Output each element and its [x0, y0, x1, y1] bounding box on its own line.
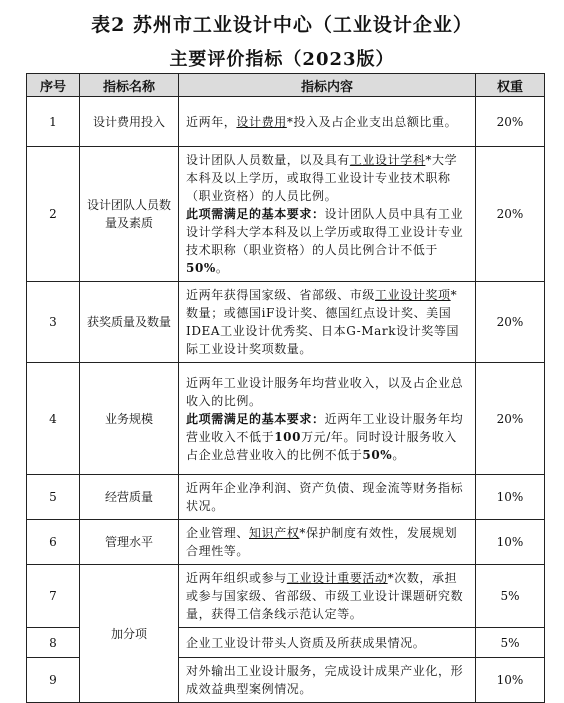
content-text: *保护制度有效性，发展规划合理性等。	[186, 526, 458, 558]
indicator-content	[179, 282, 476, 363]
requirement-value: 50%	[186, 261, 216, 275]
content-text: *次数，承担或参与国家级、省部级、市级工业设计课题研究数量，获得工信条线示范认定等。	[186, 571, 464, 621]
table-row	[27, 97, 545, 147]
requirement-text: 近两年工业设计服务年均营业收入不低于	[186, 411, 464, 444]
row-no: 6	[27, 520, 80, 565]
row-no: 9	[27, 658, 80, 703]
row-no: 8	[27, 628, 80, 658]
requirement-text: 万元/年。同时设计服务收入占企业总营业收入的比例不低于	[186, 429, 457, 462]
indicator-content: 企业工业设计带头人资质及所获成果情况。	[179, 628, 476, 658]
indicator-name: 设计团队人员数量及素质	[80, 147, 179, 282]
table-subtitle: 主要评价指标（2023版）	[169, 49, 395, 70]
requirement-label: 此项需满足的基本要求：	[186, 207, 325, 221]
content-text: 近两年工业设计服务年均营业收入，以及占企业总收入的比例。	[186, 375, 464, 408]
underlined-term: 设计费用	[236, 114, 287, 129]
underlined-term: 工业设计重要活动	[286, 571, 388, 585]
weight: 5%	[476, 565, 545, 628]
indicator-content	[179, 565, 476, 628]
header-no: 序号	[27, 74, 80, 97]
table-title: 表2 苏州市工业设计中心（工业设计企业）	[91, 14, 473, 36]
underlined-term: 工业设计学科	[349, 153, 426, 167]
indicator-content	[179, 520, 476, 565]
header-weight: 权重	[476, 74, 545, 97]
table-row	[27, 520, 545, 565]
row-no: 4	[27, 363, 80, 475]
weight: 5%	[476, 628, 545, 658]
content-text: *投入及占企业支出总额比重。	[286, 114, 458, 129]
table-row	[27, 565, 545, 628]
content-text: 企业管理、	[186, 526, 250, 540]
indicator-name: 加分项	[80, 565, 179, 703]
row-no: 1	[27, 97, 80, 147]
header-name: 指标名称	[80, 74, 179, 97]
indicator-content: 对外输出工业设计服务，完成设计成果产业化，形成效益典型案例情况。	[179, 658, 476, 703]
header-content: 指标内容	[179, 74, 476, 97]
table-row	[27, 363, 545, 475]
indicator-content	[179, 97, 476, 147]
weight: 20%	[476, 282, 545, 363]
content-text: *数量；或德国iF设计奖、德国红点设计奖、美国IDEA工业设计优秀奖、日本G-Mark设计奖等国际工业设计奖项数量。	[186, 288, 460, 356]
underlined-term: 工业设计奖项	[375, 288, 451, 302]
table-row	[27, 147, 545, 282]
indicator-name: 管理水平	[80, 520, 179, 565]
indicator-name: 业务规模	[80, 363, 179, 475]
weight: 10%	[476, 658, 545, 703]
indicator-content	[179, 363, 476, 475]
content-text: *大学本科及以上学历，或取得工业设计专业技术职称（职业资格）的人员比例。	[186, 153, 458, 203]
weight: 10%	[476, 520, 545, 565]
indicator-name: 经营质量	[80, 475, 179, 520]
indicator-content	[179, 147, 476, 282]
underlined-term: 知识产权	[249, 526, 300, 540]
table-row	[27, 282, 545, 363]
indicator-content: 近两年企业净利润、资产负债、现金流等财务指标状况。	[179, 475, 476, 520]
indicator-name: 获奖质量及数量	[80, 282, 179, 363]
evaluation-table	[26, 73, 545, 703]
content-text: 近两年组织或参与	[186, 571, 287, 585]
content-text: 近两年，	[186, 114, 237, 129]
weight: 20%	[476, 147, 545, 282]
indicator-name: 设计费用投入	[80, 97, 179, 147]
content-text: 近两年获得国家级、省部级、市级	[186, 288, 376, 302]
weight: 20%	[476, 97, 545, 147]
row-no: 7	[27, 565, 80, 628]
requirement-value: 100	[274, 429, 302, 444]
requirement-text: 设计团队人员中具有工业设计学科大学本科及以上学历或取得工业设计专业技术职称（职业资格）的人员比例合计不低于	[186, 207, 464, 257]
weight: 20%	[476, 363, 545, 475]
row-no: 3	[27, 282, 80, 363]
weight: 10%	[476, 475, 545, 520]
content-text: 设计团队人员数量，以及具有	[186, 153, 350, 167]
table-header-row	[27, 74, 545, 97]
row-no: 2	[27, 147, 80, 282]
row-no: 5	[27, 475, 80, 520]
requirement-end: 。	[392, 447, 405, 462]
requirement-label: 此项需满足的基本要求：	[186, 411, 325, 426]
requirement-value: 50%	[362, 447, 393, 462]
requirement-end: 。	[215, 261, 229, 275]
table-row	[27, 475, 545, 520]
